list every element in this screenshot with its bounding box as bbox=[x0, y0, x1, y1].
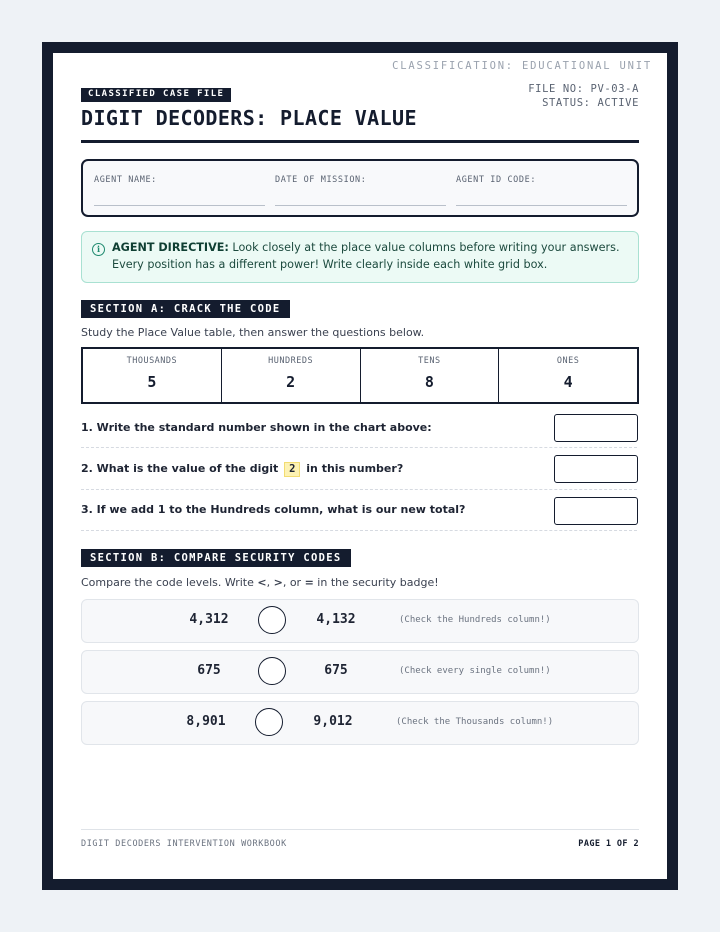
instr-text: , or bbox=[282, 576, 305, 589]
question-2-end: in this number? bbox=[306, 462, 404, 475]
agent-directive-callout bbox=[81, 231, 639, 283]
section-b-title: SECTION B: COMPARE SECURITY CODES bbox=[81, 549, 351, 567]
agent-name-field[interactable] bbox=[94, 205, 265, 206]
file-number: FILE NO: PV-03-A bbox=[528, 83, 639, 95]
instr-text: Compare the code levels. Write bbox=[81, 576, 258, 589]
info-icon: i bbox=[92, 243, 105, 256]
hint-text: (Check every single column!) bbox=[399, 666, 551, 676]
greater-than-symbol: > bbox=[273, 576, 283, 589]
pv-digit: 5 bbox=[147, 373, 157, 391]
right-code: 4,132 bbox=[316, 612, 356, 627]
compare-row bbox=[81, 650, 639, 694]
pv-header: ONES bbox=[556, 356, 580, 366]
directive-text bbox=[112, 240, 622, 273]
agent-id-field[interactable] bbox=[456, 205, 627, 206]
status-label: STATUS: ACTIVE bbox=[542, 97, 639, 109]
compare-row bbox=[81, 599, 639, 643]
section-b-instruction bbox=[81, 576, 439, 589]
section-a-title: SECTION A: CRACK THE CODE bbox=[81, 300, 290, 318]
highlighted-digit: 2 bbox=[284, 462, 300, 477]
compare-badge[interactable] bbox=[258, 606, 286, 634]
pv-column-tens bbox=[361, 349, 500, 402]
classification-label: CLASSIFICATION: EDUCATIONAL UNIT bbox=[392, 60, 652, 72]
left-code: 675 bbox=[197, 663, 221, 678]
title-divider bbox=[81, 140, 639, 143]
mission-date-label: DATE OF MISSION: bbox=[275, 175, 367, 185]
hint-text: (Check the Hundreds column!) bbox=[399, 615, 551, 625]
pv-column-hundreds bbox=[222, 349, 361, 402]
question-divider bbox=[81, 447, 637, 448]
pv-header: TENS bbox=[418, 356, 441, 366]
instr-text: , bbox=[266, 576, 274, 589]
pv-header: THOUSANDS bbox=[126, 356, 178, 366]
section-a-instruction: Study the Place Value table, then answer the questions below. bbox=[81, 326, 425, 339]
directive-body: Look closely at the place value columns before writing your answers. Every position has a different power! Write clearly inside each white grid box. bbox=[112, 241, 620, 271]
pv-column-ones bbox=[499, 349, 637, 402]
question-2-start: 2. What is the value of the digit bbox=[81, 462, 279, 475]
case-file-tag: CLASSIFIED CASE FILE bbox=[81, 88, 231, 102]
mission-date-field[interactable] bbox=[275, 205, 446, 206]
directive-label: AGENT DIRECTIVE: bbox=[112, 241, 229, 254]
question-divider bbox=[81, 489, 637, 490]
answer-box-3[interactable] bbox=[554, 497, 638, 525]
question-3: 3. If we add 1 to the Hundreds column, what is our new total? bbox=[81, 503, 466, 516]
agent-name-label: AGENT NAME: bbox=[94, 175, 157, 185]
left-code: 4,312 bbox=[189, 612, 229, 627]
pv-column-thousands bbox=[83, 349, 222, 402]
left-code: 8,901 bbox=[186, 714, 226, 729]
instr-text: in the security badge! bbox=[313, 576, 439, 589]
right-code: 675 bbox=[324, 663, 348, 678]
answer-box-2[interactable] bbox=[554, 455, 638, 483]
pv-header: HUNDREDS bbox=[268, 356, 314, 366]
pv-digit: 8 bbox=[424, 373, 434, 391]
compare-badge[interactable] bbox=[258, 657, 286, 685]
less-than-symbol: < bbox=[257, 576, 267, 589]
pv-digit: 4 bbox=[563, 373, 573, 391]
question-divider bbox=[81, 530, 637, 531]
hint-text: (Check the Thousands column!) bbox=[396, 717, 554, 727]
place-value-table bbox=[81, 347, 639, 404]
right-code: 9,012 bbox=[313, 714, 353, 729]
question-1: 1. Write the standard number shown in the chart above: bbox=[81, 421, 432, 434]
page-title: DIGIT DECODERS: PLACE VALUE bbox=[81, 106, 417, 130]
footer-divider bbox=[81, 829, 639, 830]
answer-box-1[interactable] bbox=[554, 414, 638, 442]
agent-info-box bbox=[81, 159, 639, 217]
agent-id-label: AGENT ID CODE: bbox=[456, 175, 537, 185]
compare-row bbox=[81, 701, 639, 745]
footer-workbook-title: DIGIT DECODERS INTERVENTION WORKBOOK bbox=[81, 839, 287, 849]
page-number: PAGE 1 OF 2 bbox=[578, 839, 639, 849]
question-2 bbox=[81, 462, 403, 477]
pv-digit: 2 bbox=[286, 373, 296, 391]
compare-badge[interactable] bbox=[255, 708, 283, 736]
file-info bbox=[528, 82, 639, 110]
equals-symbol: = bbox=[304, 576, 314, 589]
